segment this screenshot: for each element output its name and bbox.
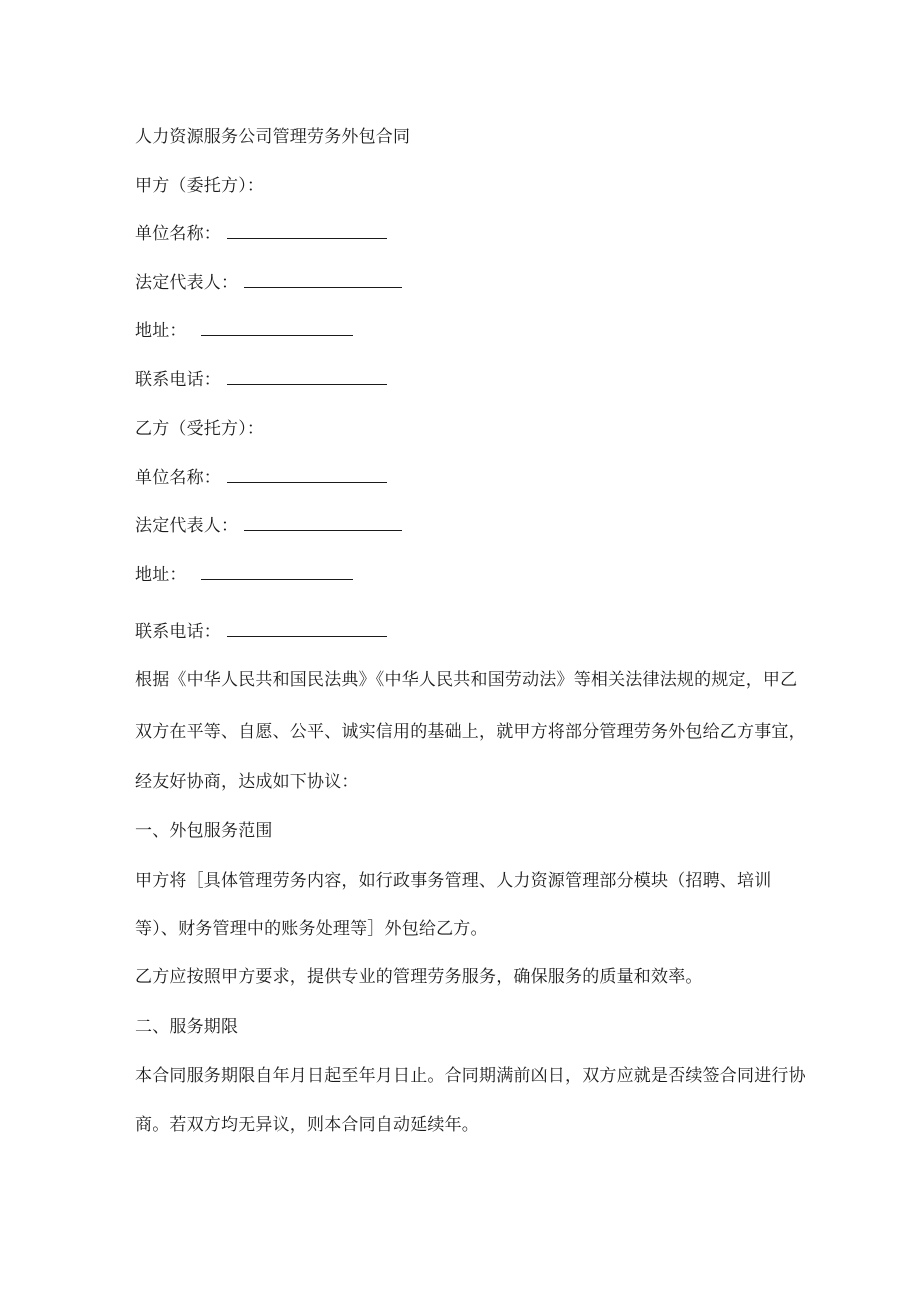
party-b-unit-name-blank [227, 468, 387, 483]
party-b-legal-rep-blank [244, 516, 402, 531]
party-a-unit-name-row [135, 223, 387, 245]
party-a-address-blank [201, 321, 353, 336]
party-a-legal-rep-label: 法定代表人： [135, 273, 239, 293]
party-b-unit-name-row [135, 467, 387, 489]
party-a-phone-blank [227, 370, 387, 385]
party-a-heading: 甲方（委托方）： [135, 176, 265, 196]
preamble-line-3: 经友好协商，达成如下协议： [135, 772, 359, 792]
party-b-legal-rep-label: 法定代表人： [135, 516, 239, 536]
party-b-heading: 乙方（受托方）： [135, 419, 265, 439]
party-a-legal-rep-row [135, 272, 402, 294]
party-b-legal-rep-row [135, 515, 402, 537]
party-b-address-row [135, 564, 353, 586]
party-b-address-blank [201, 565, 353, 580]
party-a-phone-row [135, 369, 387, 391]
party-b-address-label: 地址： [135, 565, 187, 585]
section-2-para-1-line-1: 本合同服务期限自年月日起至年月日止。合同期满前凶日，双方应就是否续签合同进行协 [135, 1066, 806, 1086]
section-1-para-1-line-2: 等）、财务管理中的账务处理等］外包给乙方。 [135, 919, 488, 939]
party-a-phone-label: 联系电话： [135, 370, 221, 390]
section-1-para-1-line-1: 甲方将［具体管理劳务内容，如行政事务管理、人力资源管理部分模块（招聘、培训 [135, 871, 772, 891]
party-b-unit-name-label: 单位名称： [135, 468, 221, 488]
party-a-address-label: 地址： [135, 321, 187, 341]
section-2-para-1-line-2: 商。若双方均无异议，则本合同自动延续年。 [135, 1115, 479, 1135]
party-a-legal-rep-blank [244, 273, 402, 288]
party-a-unit-name-label: 单位名称： [135, 224, 221, 244]
party-a-unit-name-blank [227, 224, 387, 239]
preamble-line-2: 双方在平等、自愿、公平、诚实信用的基础上，就甲方将部分管理劳务外包给乙方事宜， [135, 722, 806, 742]
section-1-para-2: 乙方应按照甲方要求，提供专业的管理劳务服务，确保服务的质量和效率。 [135, 967, 703, 987]
party-b-phone-label: 联系电话： [135, 622, 221, 642]
party-a-address-row [135, 320, 353, 342]
preamble-line-1: 根据《中华人民共和国民法典》《中华人民共和国劳动法》等相关法律法规的规定，甲乙 [135, 670, 798, 690]
section-2-heading: 二、服务期限 [135, 1017, 239, 1037]
party-b-phone-blank [227, 622, 387, 637]
party-b-phone-row [135, 621, 387, 643]
section-1-heading: 一、外包服务范围 [135, 821, 273, 841]
document-title: 人力资源服务公司管理劳务外包合同 [135, 127, 411, 147]
